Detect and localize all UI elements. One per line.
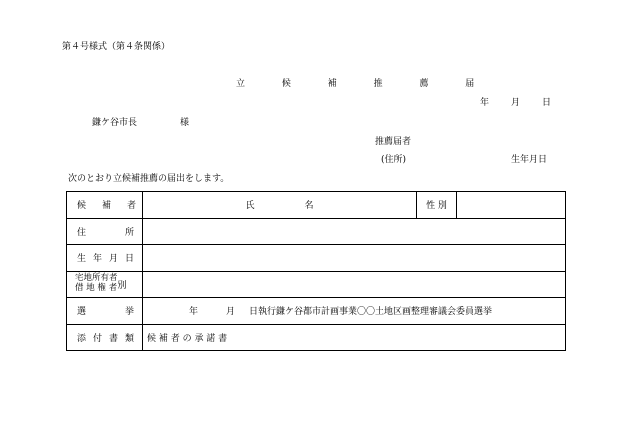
election-year-label: 年 (189, 307, 199, 318)
label-char: 住 (77, 227, 87, 238)
recommendation-form-table (66, 191, 566, 351)
label-char: 付 (92, 333, 102, 344)
submitter-address-label: (住所) (381, 155, 407, 165)
document-title: 立 候 補 推 薦 届 (236, 79, 492, 89)
label-char: 生 (77, 254, 87, 265)
birthdate-label-cell (67, 245, 143, 272)
date-day: 日 (542, 98, 552, 108)
label-char: 者 (126, 201, 136, 212)
gender-header-cell: 性 別 (417, 192, 457, 219)
owner-type-value-cell[interactable] (143, 271, 566, 298)
table-row-owner-type (67, 271, 566, 298)
candidate-label-cell (67, 192, 143, 219)
label-char: 所 (124, 227, 134, 238)
election-month-label: 月 (226, 307, 236, 318)
table-row-attachment (67, 324, 566, 351)
attachment-label-cell (67, 324, 143, 351)
owner-label-suffix: 別 (117, 280, 127, 291)
owner-label-line-1: 宅地所有者 (75, 273, 118, 284)
owner-label-line-2: 借 地 権 者 (75, 283, 118, 294)
election-description: 日執行鎌ケ谷都市計画事業〇〇土地区画整理審議会委員選挙 (249, 307, 493, 318)
label-char: 日 (124, 254, 134, 265)
birthdate-value-cell[interactable] (143, 245, 566, 272)
label-char: 年 (92, 254, 102, 265)
name-header-cell (143, 192, 417, 219)
date-line (480, 99, 551, 108)
table-row-candidate (67, 192, 566, 219)
label-char: 選 (77, 307, 87, 318)
recipient-honorific: 様 (180, 118, 190, 128)
table-row-election (67, 298, 566, 325)
gender-value-cell[interactable] (457, 192, 566, 219)
submitter-birthdate-label: 生年月日 (511, 155, 548, 165)
label-char: 挙 (124, 307, 134, 318)
label-char: 類 (124, 333, 134, 344)
label-char: 補 (101, 201, 111, 212)
table-row-address (67, 218, 566, 245)
date-year: 年 (480, 98, 490, 108)
label-char: 月 (108, 254, 118, 265)
date-month: 月 (511, 98, 521, 108)
form-number: 第４号様式（第４条関係） (62, 42, 171, 52)
address-label-cell (67, 218, 143, 245)
label-char: 書 (108, 333, 118, 344)
label-char: 名 (304, 201, 314, 212)
recipient: 鎌ケ谷市長 (92, 118, 138, 128)
attachment-value-cell: 候 補 者 の 承 諾 書 (143, 324, 566, 351)
table-row-birthdate (67, 245, 566, 272)
label-char: 添 (77, 333, 87, 344)
owner-type-label-cell (67, 271, 143, 298)
label-char: 候 (77, 201, 87, 212)
submitter-label: 推薦届者 (375, 137, 412, 147)
election-label-cell (67, 298, 143, 325)
label-char: 氏 (245, 201, 255, 212)
election-value-cell (143, 298, 566, 325)
intro-text: 次のとおり立候補推薦の届出をします。 (68, 174, 230, 184)
address-value-cell[interactable] (143, 218, 566, 245)
